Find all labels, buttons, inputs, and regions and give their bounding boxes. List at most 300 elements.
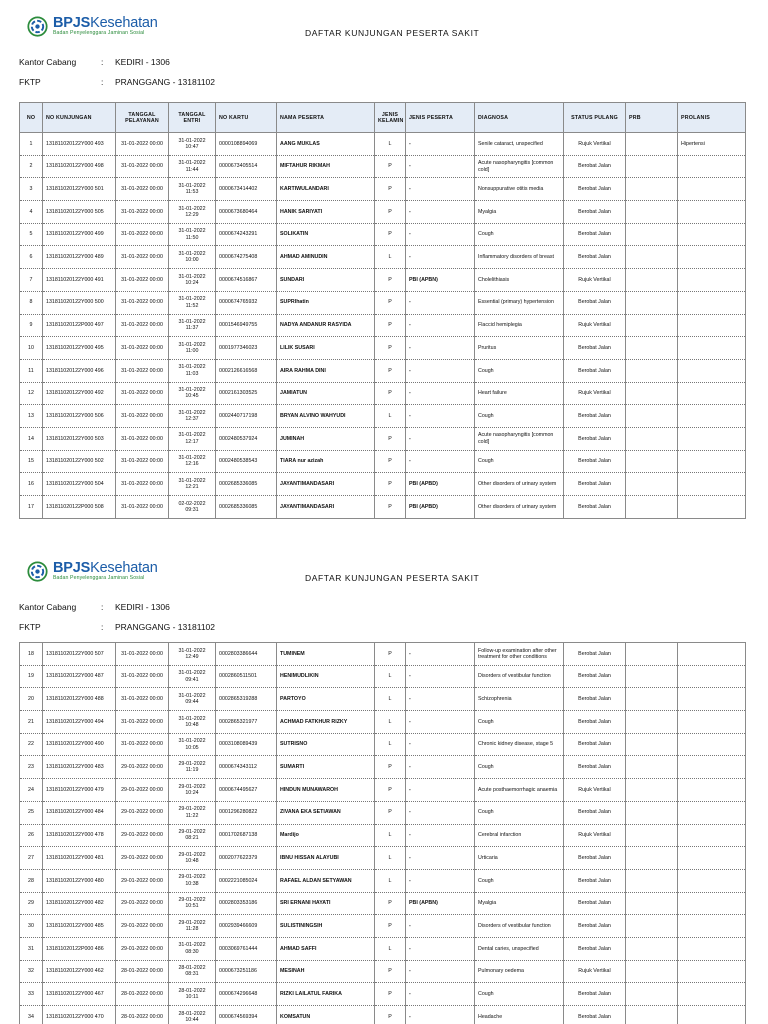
jenis-kelamin-cell: P [375, 155, 406, 178]
prolanis-cell [678, 869, 746, 892]
bpjs-emblem-icon [27, 16, 48, 37]
prolanis-cell [678, 382, 746, 405]
jenis-peserta-cell: PBI (APBN) [406, 269, 475, 292]
tanggal-pelayanan-cell: 28-01-2022 00:00 [116, 1006, 169, 1024]
bpjs-logo [27, 558, 158, 584]
row-no-cell: 21 [20, 711, 43, 734]
no-kunjungan-cell: 131811020122Y000 480 [43, 869, 116, 892]
tanggal-pelayanan-cell: 31-01-2022 00:00 [116, 496, 169, 519]
prb-cell [626, 427, 678, 450]
no-kunjungan-cell: 131811020122Y000 479 [43, 779, 116, 802]
row-no-cell: 5 [20, 223, 43, 246]
diagnosa-cell: Urticaria [475, 847, 564, 870]
tanggal-entri-cell: 31-01-2022 12:29 [169, 201, 216, 224]
prolanis-cell [678, 756, 746, 779]
tanggal-pelayanan-cell: 28-01-2022 00:00 [116, 960, 169, 983]
tanggal-pelayanan-cell: 31-01-2022 00:00 [116, 359, 169, 382]
diagnosa-cell: Senile cataract, unspecified [475, 133, 564, 156]
status-pulang-cell: Berobat Jalan [564, 688, 626, 711]
no-kunjungan-cell: 131811020122Y000 496 [43, 359, 116, 382]
row-no-cell: 3 [20, 178, 43, 201]
tanggal-pelayanan-cell: 29-01-2022 00:00 [116, 847, 169, 870]
prb-cell [626, 314, 678, 337]
prolanis-cell [678, 246, 746, 269]
tanggal-pelayanan-cell: 31-01-2022 00:00 [116, 246, 169, 269]
tanggal-entri-cell: 29-01-2022 08:21 [169, 824, 216, 847]
no-kunjungan-cell: 131811020122P000 497 [43, 314, 116, 337]
no-kunjungan-cell: 131811020122Y000 483 [43, 756, 116, 779]
prolanis-cell [678, 937, 746, 960]
prb-cell [626, 178, 678, 201]
jenis-peserta-cell: - [406, 960, 475, 983]
status-pulang-cell: Rujuk Vertikal [564, 314, 626, 337]
diagnosa-cell: Cough [475, 801, 564, 824]
status-pulang-cell: Berobat Jalan [564, 427, 626, 450]
nama-peserta-cell: JAYANTIMANDASARI [277, 496, 375, 519]
jenis-kelamin-cell: L [375, 688, 406, 711]
jenis-kelamin-cell: L [375, 246, 406, 269]
nama-peserta-cell: JAYANTIMANDASARI [277, 473, 375, 496]
col-tanggal-pelayanan-header: TANGGAL PELAYANAN [116, 103, 169, 133]
nama-peserta-cell: AHMAD SAFFI [277, 937, 375, 960]
jenis-peserta-cell: - [406, 733, 475, 756]
nama-peserta-cell: SUPRIhatin [277, 291, 375, 314]
tanggal-pelayanan-cell: 31-01-2022 00:00 [116, 178, 169, 201]
status-pulang-cell: Berobat Jalan [564, 643, 626, 666]
row-no-cell: 24 [20, 779, 43, 802]
prolanis-cell [678, 1006, 746, 1024]
logo-subtitle: Badan Penyelenggara Jaminan Sosial [53, 30, 145, 37]
status-pulang-cell: Rujuk Vertikal [564, 133, 626, 156]
tanggal-pelayanan-cell: 29-01-2022 00:00 [116, 756, 169, 779]
row-no-cell: 34 [20, 1006, 43, 1024]
table-row [20, 824, 746, 847]
diagnosa-cell: Follow-up examination after other treatment for other conditions [475, 643, 564, 666]
tanggal-pelayanan-cell: 31-01-2022 00:00 [116, 314, 169, 337]
prb-cell [626, 711, 678, 734]
no-kartu-cell: 0000674243291 [216, 223, 277, 246]
jenis-kelamin-cell: P [375, 473, 406, 496]
row-no-cell: 4 [20, 201, 43, 224]
jenis-kelamin-cell: L [375, 847, 406, 870]
no-kartu-cell: 0000674516867 [216, 269, 277, 292]
prolanis-cell [678, 427, 746, 450]
jenis-peserta-cell: - [406, 847, 475, 870]
jenis-peserta-cell: PBI (APBD) [406, 496, 475, 519]
tanggal-pelayanan-cell: 31-01-2022 00:00 [116, 223, 169, 246]
no-kunjungan-cell: 131811020122Y000 504 [43, 473, 116, 496]
tanggal-pelayanan-cell: 31-01-2022 00:00 [116, 269, 169, 292]
prolanis-cell [678, 915, 746, 938]
nama-peserta-cell: AHMAD AMINUDIN [277, 246, 375, 269]
jenis-kelamin-cell: P [375, 337, 406, 360]
tanggal-entri-cell: 28-01-2022 10:44 [169, 1006, 216, 1024]
row-no-cell: 22 [20, 733, 43, 756]
fktp-row [19, 77, 215, 87]
no-kunjungan-cell: 131811020122Y000 482 [43, 892, 116, 915]
tanggal-entri-cell: 31-01-2022 11:00 [169, 337, 216, 360]
col-no-header: NO [20, 103, 43, 133]
no-kunjungan-cell: 131811020122Y000 484 [43, 801, 116, 824]
jenis-kelamin-cell: P [375, 915, 406, 938]
tanggal-entri-cell: 31-01-2022 11:52 [169, 291, 216, 314]
row-no-cell: 33 [20, 983, 43, 1006]
fktp-label: FKTP [19, 622, 41, 632]
prolanis-cell [678, 960, 746, 983]
jenis-peserta-cell: PBI (APBD) [406, 473, 475, 496]
tanggal-entri-cell: 29-01-2022 10:24 [169, 779, 216, 802]
status-pulang-cell: Berobat Jalan [564, 665, 626, 688]
diagnosa-cell: Nonsuppurative otitis media [475, 178, 564, 201]
tanggal-pelayanan-cell: 29-01-2022 00:00 [116, 779, 169, 802]
table-row [20, 756, 746, 779]
prb-cell [626, 1006, 678, 1024]
fktp-value: PRANGGANG - 13181102 [115, 622, 215, 632]
prolanis-cell [678, 801, 746, 824]
prolanis-cell [678, 892, 746, 915]
nama-peserta-cell: SUMARTI [277, 756, 375, 779]
jenis-peserta-cell: - [406, 178, 475, 201]
prb-cell [626, 847, 678, 870]
diagnosa-cell: Headache [475, 1006, 564, 1024]
kantor-cabang-row [19, 57, 170, 67]
prb-cell [626, 915, 678, 938]
prolanis-cell [678, 450, 746, 473]
tanggal-pelayanan-cell: 31-01-2022 00:00 [116, 733, 169, 756]
diagnosa-cell: Cough [475, 223, 564, 246]
row-no-cell: 1 [20, 133, 43, 156]
tanggal-pelayanan-cell: 31-01-2022 00:00 [116, 405, 169, 428]
prolanis-cell [678, 473, 746, 496]
jenis-peserta-cell: - [406, 643, 475, 666]
status-pulang-cell: Berobat Jalan [564, 201, 626, 224]
no-kunjungan-cell: 131811020122Y000 491 [43, 269, 116, 292]
nama-peserta-cell: KARTIWULANDARI [277, 178, 375, 201]
no-kartu-cell: 0002480537924 [216, 427, 277, 450]
tanggal-entri-cell: 02-02-2022 09:31 [169, 496, 216, 519]
jenis-peserta-cell: - [406, 291, 475, 314]
tanggal-entri-cell: 31-01-2022 12:16 [169, 450, 216, 473]
jenis-kelamin-cell: P [375, 269, 406, 292]
jenis-kelamin-cell: P [375, 1006, 406, 1024]
no-kartu-cell: 0002161303525 [216, 382, 277, 405]
nama-peserta-cell: PARTOYO [277, 688, 375, 711]
status-pulang-cell: Berobat Jalan [564, 405, 626, 428]
diagnosa-cell: Cough [475, 983, 564, 1006]
diagnosa-cell: Myalgia [475, 201, 564, 224]
col-no-kartu-header: NO KARTU [216, 103, 277, 133]
prb-cell [626, 155, 678, 178]
jenis-peserta-cell: - [406, 201, 475, 224]
tanggal-pelayanan-cell: 31-01-2022 00:00 [116, 201, 169, 224]
tanggal-entri-cell: 31-01-2022 12:49 [169, 643, 216, 666]
prb-cell [626, 824, 678, 847]
prb-cell [626, 223, 678, 246]
status-pulang-cell: Rujuk Vertikal [564, 269, 626, 292]
no-kunjungan-cell: 131811020122Y000 502 [43, 450, 116, 473]
prolanis-cell [678, 688, 746, 711]
status-pulang-cell: Berobat Jalan [564, 450, 626, 473]
prb-cell [626, 337, 678, 360]
logo-word: Kesehatan [90, 14, 158, 31]
jenis-peserta-cell: - [406, 133, 475, 156]
no-kunjungan-cell: 131811020122Y000 490 [43, 733, 116, 756]
nama-peserta-cell: SUNDARI [277, 269, 375, 292]
prolanis-cell [678, 201, 746, 224]
row-no-cell: 31 [20, 937, 43, 960]
prb-cell [626, 473, 678, 496]
no-kartu-cell: 0002685336085 [216, 496, 277, 519]
tanggal-entri-cell: 29-01-2022 11:19 [169, 756, 216, 779]
tanggal-entri-cell: 31-01-2022 10:24 [169, 269, 216, 292]
jenis-peserta-cell: - [406, 359, 475, 382]
prolanis-cell: Hipertensi [678, 133, 746, 156]
status-pulang-cell: Berobat Jalan [564, 733, 626, 756]
status-pulang-cell: Berobat Jalan [564, 223, 626, 246]
no-kunjungan-cell: 131811020122P000 508 [43, 496, 116, 519]
col-nama-peserta-header: NAMA PESERTA [277, 103, 375, 133]
jenis-peserta-cell: - [406, 801, 475, 824]
tanggal-pelayanan-cell: 28-01-2022 00:00 [116, 983, 169, 1006]
no-kunjungan-cell: 131811020122Y000 499 [43, 223, 116, 246]
kantor-label: Kantor Cabang [19, 602, 77, 612]
jenis-peserta-cell: - [406, 915, 475, 938]
no-kunjungan-cell: 131811020122Y000 489 [43, 246, 116, 269]
prolanis-cell [678, 847, 746, 870]
nama-peserta-cell: LILIK SUSARI [277, 337, 375, 360]
logo-subtitle: Badan Penyelenggara Jaminan Sosial [53, 575, 145, 582]
no-kartu-cell: 0000674296648 [216, 983, 277, 1006]
tanggal-pelayanan-cell: 31-01-2022 00:00 [116, 473, 169, 496]
table-row [20, 496, 746, 519]
tanggal-pelayanan-cell: 31-01-2022 00:00 [116, 155, 169, 178]
no-kartu-cell: 0002440717198 [216, 405, 277, 428]
diagnosa-cell: Schizophrenia [475, 688, 564, 711]
col-no-kunjungan-header: NO KUNJUNGAN [43, 103, 116, 133]
table-row [20, 643, 746, 666]
table-row [20, 847, 746, 870]
table-row [20, 382, 746, 405]
separator: : [101, 57, 104, 67]
table-row [20, 223, 746, 246]
row-no-cell: 28 [20, 869, 43, 892]
no-kunjungan-cell: 131811020122Y000 505 [43, 201, 116, 224]
diagnosa-cell: Disorders of vestibular function [475, 665, 564, 688]
table-row [20, 688, 746, 711]
no-kartu-cell: 0002803353186 [216, 892, 277, 915]
prolanis-cell [678, 337, 746, 360]
status-pulang-cell: Rujuk Vertikal [564, 960, 626, 983]
diagnosa-cell: Chronic kidney disease, stage 5 [475, 733, 564, 756]
separator: : [101, 602, 104, 612]
jenis-kelamin-cell: P [375, 201, 406, 224]
row-no-cell: 11 [20, 359, 43, 382]
nama-peserta-cell: HINDUN MUNAWAROH [277, 779, 375, 802]
no-kunjungan-cell: 131811020122Y000 481 [43, 847, 116, 870]
no-kunjungan-cell: 131811020122Y000 494 [43, 711, 116, 734]
nama-peserta-cell: AIRA RAHMA DINI [277, 359, 375, 382]
no-kartu-cell: 0002865319288 [216, 688, 277, 711]
prolanis-cell [678, 291, 746, 314]
prb-cell [626, 291, 678, 314]
nama-peserta-cell: BRYAN ALVINO WAHYUDI [277, 405, 375, 428]
prolanis-cell [678, 983, 746, 1006]
no-kunjungan-cell: 131811020122Y000 492 [43, 382, 116, 405]
table-row [20, 427, 746, 450]
status-pulang-cell: Berobat Jalan [564, 869, 626, 892]
nama-peserta-cell: TIARA nur azizah [277, 450, 375, 473]
diagnosa-cell: Acute nasopharyngitis [common cold] [475, 427, 564, 450]
prb-cell [626, 756, 678, 779]
tanggal-pelayanan-cell: 31-01-2022 00:00 [116, 337, 169, 360]
row-no-cell: 13 [20, 405, 43, 428]
status-pulang-cell: Berobat Jalan [564, 801, 626, 824]
no-kunjungan-cell: 131811020122Y000 498 [43, 155, 116, 178]
no-kartu-cell: 0000673251186 [216, 960, 277, 983]
no-kartu-cell: 0000108894069 [216, 133, 277, 156]
jenis-kelamin-cell: L [375, 133, 406, 156]
jenis-kelamin-cell: P [375, 382, 406, 405]
jenis-peserta-cell: - [406, 223, 475, 246]
status-pulang-cell: Berobat Jalan [564, 473, 626, 496]
nama-peserta-cell: HENIMUDLIKIN [277, 665, 375, 688]
tanggal-entri-cell: 31-01-2022 11:03 [169, 359, 216, 382]
tanggal-pelayanan-cell: 31-01-2022 00:00 [116, 450, 169, 473]
diagnosa-cell: Acute nasopharyngitis [common cold] [475, 155, 564, 178]
status-pulang-cell: Berobat Jalan [564, 983, 626, 1006]
table-row [20, 779, 746, 802]
col-jenis-peserta-header: JENIS PESERTA [406, 103, 475, 133]
status-pulang-cell: Berobat Jalan [564, 178, 626, 201]
jenis-peserta-cell: - [406, 779, 475, 802]
tanggal-entri-cell: 31-01-2022 12:21 [169, 473, 216, 496]
diagnosa-cell: Flaccid hemiplegia [475, 314, 564, 337]
fktp-value: PRANGGANG - 13181102 [115, 77, 215, 87]
prb-cell [626, 801, 678, 824]
kantor-label: Kantor Cabang [19, 57, 77, 67]
no-kunjungan-cell: 131811020122Y000 495 [43, 337, 116, 360]
prb-cell [626, 937, 678, 960]
tanggal-pelayanan-cell: 31-01-2022 00:00 [116, 665, 169, 688]
nama-peserta-cell: KOMSATUN [277, 1006, 375, 1024]
row-no-cell: 19 [20, 665, 43, 688]
jenis-peserta-cell: - [406, 314, 475, 337]
jenis-kelamin-cell: P [375, 892, 406, 915]
no-kartu-cell: 0000673405514 [216, 155, 277, 178]
prolanis-cell [678, 359, 746, 382]
prolanis-cell [678, 496, 746, 519]
nama-peserta-cell: NADYA ANDANUR RASYIDA [277, 314, 375, 337]
prb-cell [626, 450, 678, 473]
nama-peserta-cell: RAFAEL ALDAN SETYAWAN [277, 869, 375, 892]
prb-cell [626, 382, 678, 405]
tanggal-entri-cell: 29-01-2022 10:48 [169, 847, 216, 870]
no-kartu-cell: 0002077622379 [216, 847, 277, 870]
status-pulang-cell: Berobat Jalan [564, 496, 626, 519]
table-header-row [20, 103, 746, 133]
jenis-kelamin-cell: L [375, 733, 406, 756]
table-row [20, 733, 746, 756]
row-no-cell: 25 [20, 801, 43, 824]
prb-cell [626, 983, 678, 1006]
table-row [20, 869, 746, 892]
table-row [20, 937, 746, 960]
diagnosa-cell: Other disorders of urinary system [475, 473, 564, 496]
table-row [20, 473, 746, 496]
prolanis-cell [678, 178, 746, 201]
prb-cell [626, 133, 678, 156]
jenis-kelamin-cell: P [375, 801, 406, 824]
nama-peserta-cell: RIZKI LAILATUL FARIKA [277, 983, 375, 1006]
row-no-cell: 30 [20, 915, 43, 938]
row-no-cell: 27 [20, 847, 43, 870]
jenis-kelamin-cell: L [375, 937, 406, 960]
diagnosa-cell: Heart failure [475, 382, 564, 405]
prb-cell [626, 779, 678, 802]
tanggal-entri-cell: 31-01-2022 08:30 [169, 937, 216, 960]
jenis-peserta-cell: - [406, 983, 475, 1006]
fktp-row [19, 622, 215, 632]
status-pulang-cell: Berobat Jalan [564, 1006, 626, 1024]
col-status-pulang-header: STATUS PULANG [564, 103, 626, 133]
table-row [20, 246, 746, 269]
jenis-kelamin-cell: P [375, 779, 406, 802]
no-kartu-cell: 0002685336085 [216, 473, 277, 496]
prb-cell [626, 405, 678, 428]
jenis-peserta-cell: - [406, 937, 475, 960]
tanggal-entri-cell: 29-01-2022 11:28 [169, 915, 216, 938]
jenis-kelamin-cell: L [375, 711, 406, 734]
no-kartu-cell: 0001296280822 [216, 801, 277, 824]
status-pulang-cell: Rujuk Vertikal [564, 824, 626, 847]
no-kunjungan-cell: 131811020122Y000 485 [43, 915, 116, 938]
document-title: DAFTAR KUNJUNGAN PESERTA SAKIT [305, 573, 480, 583]
nama-peserta-cell: IBNU HISSAN ALAYUBI [277, 847, 375, 870]
tanggal-entri-cell: 29-01-2022 11:22 [169, 801, 216, 824]
jenis-peserta-cell: - [406, 405, 475, 428]
diagnosa-cell: Acute posthaemorrhagic anaemia [475, 779, 564, 802]
status-pulang-cell: Berobat Jalan [564, 711, 626, 734]
no-kartu-cell: 0003108089439 [216, 733, 277, 756]
row-no-cell: 18 [20, 643, 43, 666]
row-no-cell: 32 [20, 960, 43, 983]
tanggal-pelayanan-cell: 31-01-2022 00:00 [116, 291, 169, 314]
prb-cell [626, 665, 678, 688]
visit-table [19, 102, 746, 519]
logo-word: Kesehatan [90, 559, 158, 576]
prb-cell [626, 869, 678, 892]
row-no-cell: 16 [20, 473, 43, 496]
jenis-peserta-cell: - [406, 711, 475, 734]
jenis-kelamin-cell: P [375, 643, 406, 666]
tanggal-pelayanan-cell: 31-01-2022 00:00 [116, 427, 169, 450]
jenis-kelamin-cell: P [375, 960, 406, 983]
row-no-cell: 14 [20, 427, 43, 450]
table-row [20, 983, 746, 1006]
nama-peserta-cell: AANG MUKLAS [277, 133, 375, 156]
jenis-peserta-cell: - [406, 665, 475, 688]
no-kartu-cell: 0001977346023 [216, 337, 277, 360]
nama-peserta-cell: SULISTININGSIH [277, 915, 375, 938]
nama-peserta-cell: MESINAH [277, 960, 375, 983]
jenis-peserta-cell: - [406, 756, 475, 779]
diagnosa-cell: Cough [475, 711, 564, 734]
tanggal-pelayanan-cell: 29-01-2022 00:00 [116, 824, 169, 847]
jenis-kelamin-cell: P [375, 983, 406, 1006]
col-tanggal-entri-header: TANGGAL ENTRI [169, 103, 216, 133]
bpjs-emblem-icon [27, 561, 48, 582]
visit-table-continued [19, 642, 746, 1024]
